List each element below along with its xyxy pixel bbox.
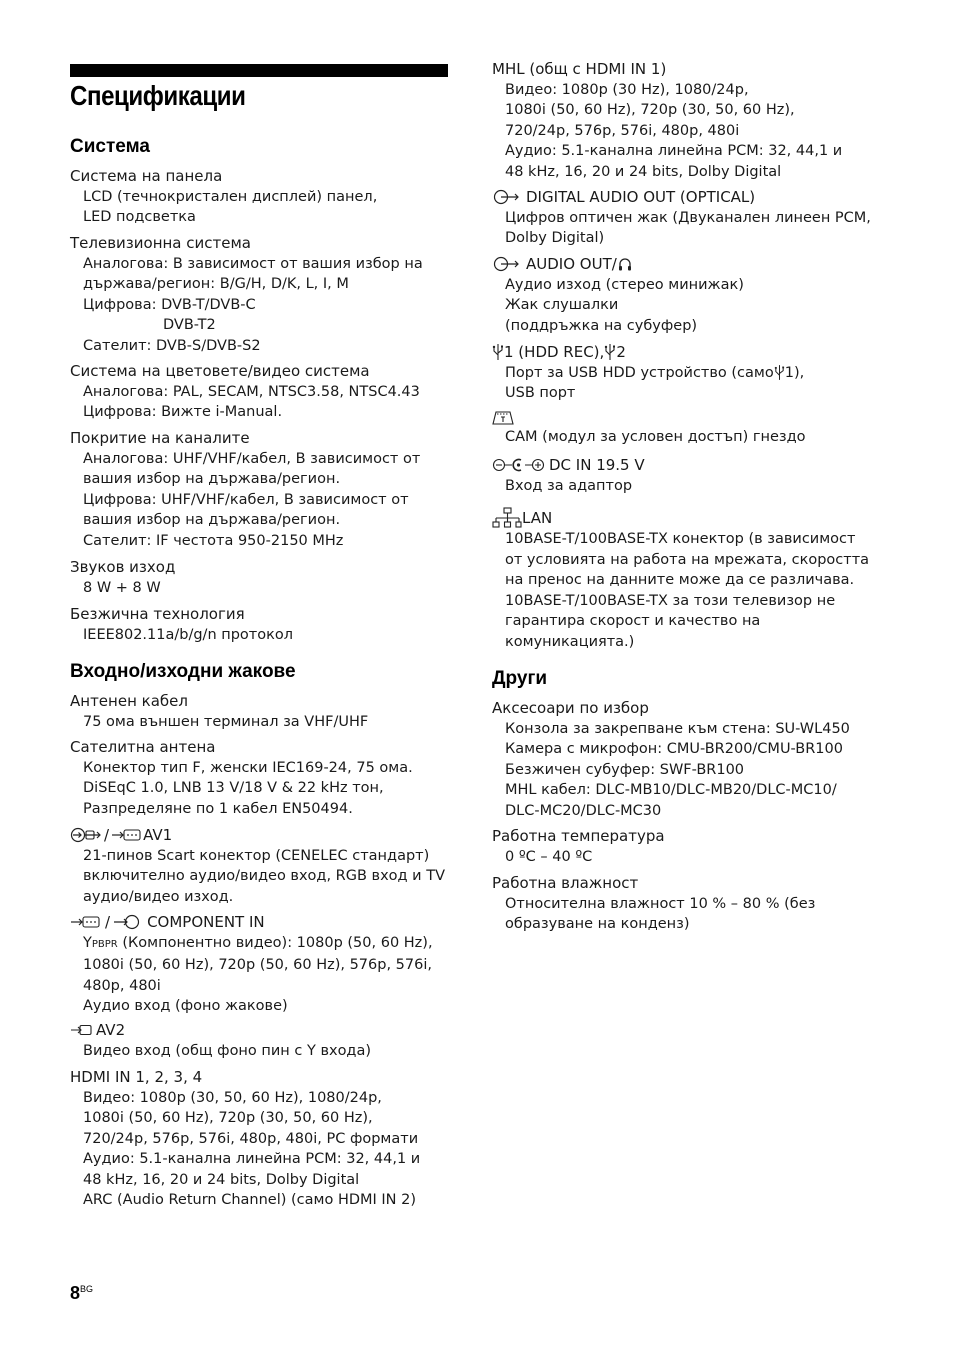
usb-detail-text: Порт за USB HDD устройство (само — [505, 364, 774, 381]
component-label: COMPONENT IN — [147, 913, 265, 931]
audio-output-icon — [492, 189, 522, 205]
spec-label: Система на панела — [70, 167, 223, 185]
page-number-value: 8 — [70, 1283, 81, 1303]
detail-line: образуване на конденз) — [505, 916, 690, 932]
audio-input-icon — [113, 914, 143, 930]
spec-detail — [70, 625, 450, 646]
spec-label — [70, 912, 450, 933]
spec-detail — [492, 476, 882, 497]
spec-label: Безжична технология — [70, 605, 245, 623]
scart-input-output-icon — [70, 827, 102, 843]
usb-label-2: 2 — [616, 343, 626, 361]
spec-av1 — [70, 825, 450, 907]
detail-line: Видео: 1080p (30, 50, 60 Hz), 1080/24p, — [83, 1089, 382, 1106]
spec-component-in — [70, 912, 450, 1017]
dc-label: DC IN 19.5 V — [549, 456, 645, 474]
spec-label: Антенен кабел — [70, 692, 188, 710]
detail-line: Аналогова: PAL, SECAM, NTSC3.58, NTSC4.43 — [83, 383, 420, 400]
spec-detail — [70, 933, 450, 1017]
detail-line: Видео вход (общ фоно пин с Y входа) — [83, 1042, 372, 1059]
text-pr: PR — [104, 938, 118, 950]
spec-detail — [70, 254, 450, 357]
detail-line: Сателит: DVB-S/DVB-S2 — [83, 337, 261, 354]
spec-operating-humidity — [492, 873, 882, 935]
spec-label — [70, 1020, 450, 1041]
spec-label — [70, 825, 450, 846]
section-heading-io: Входно/изходни жакове — [70, 661, 296, 682]
spec-detail — [70, 449, 450, 552]
spec-label: MHL (общ с HDMI IN 1) — [492, 60, 667, 78]
detail-line: 48 kHz, 16, 20 и 24 bits, Dolby Digital — [505, 163, 782, 180]
detail-line: от условията на работа на мрежата, скоростта — [505, 551, 870, 568]
detail-line: 48 kHz, 16, 20 и 24 bits, Dolby Digital — [83, 1171, 360, 1188]
page-title: Спецификации — [70, 80, 246, 111]
detail-line: DVB-T2 — [163, 317, 216, 333]
detail-line: Вход за адаптор — [505, 477, 633, 494]
detail-line: Разпределяне по 1 кабел EN50494. — [83, 800, 353, 817]
component-video-icon — [70, 914, 102, 930]
spec-optional-accessories — [492, 698, 882, 821]
label-separator: / — [105, 913, 111, 931]
spec-detail — [492, 427, 882, 448]
detail-line: Конектор тип F, женски IEC169-24, 75 ома. — [83, 759, 413, 776]
detail-line: Цифрова: UHF/VHF/кабел, В зависимост от — [83, 491, 409, 508]
spec-detail — [70, 1088, 450, 1211]
detail-line: вашия избор на държава/регион. — [83, 512, 341, 528]
detail-line: включително аудио/видео вход, RGB вход и TV — [83, 868, 445, 884]
optical-label: DIGITAL AUDIO OUT (OPTICAL) — [526, 188, 756, 206]
spec-detail — [492, 847, 882, 868]
detail-line: (поддръжка на субуфер) — [505, 317, 698, 334]
detail-line: MHL кабел: DLC-MB10/DLC-MB20/DLC-MC10/ — [505, 782, 837, 798]
spec-hdmi-in — [70, 1067, 450, 1211]
page-number — [70, 1283, 93, 1304]
spec-digital-audio-out — [492, 187, 882, 249]
detail-line: Цифрова: Вижте i-Manual. — [83, 404, 283, 420]
detail-line: 1080i (50, 60 Hz), 720p (30, 50, 60 Hz), — [505, 102, 795, 118]
detail-line: 1080i (50, 60 Hz), 720p (30, 50, 60 Hz), — [83, 1110, 373, 1126]
spec-label — [492, 187, 882, 208]
detail-line: LED подсветка — [83, 209, 196, 225]
spec-label: Сателитна антена — [70, 738, 216, 756]
detail-line: 21-пинов Scart конектор (CENELEC стандарт) — [83, 847, 430, 864]
detail-line: Аналогова: В зависимост от вашия избор на — [83, 255, 423, 272]
spec-operating-temperature — [492, 826, 882, 867]
detail-line: Аудио: 5.1-канална линейна PCM: 32, 44,1 и — [83, 1151, 421, 1167]
spec-detail — [70, 187, 450, 228]
audio-out-label: AUDIO OUT/ — [526, 255, 617, 273]
detail-line: гарантира скорост и качество на — [505, 613, 761, 629]
detail-line: IEEE802.11a/b/g/n протокол — [83, 626, 294, 643]
usb-icon — [492, 343, 504, 361]
spec-audio-out — [492, 254, 882, 336]
av2-label: AV2 — [96, 1021, 126, 1039]
spec-panel-system — [70, 166, 450, 228]
spec-tv-system — [70, 233, 450, 356]
detail-line: 75 ома външен терминал за VHF/UHF — [83, 713, 369, 730]
detail-line: Аудио: 5.1-канална линейна PCM: 32, 44,1 и — [505, 143, 843, 159]
text-rest: (Компонентно видео): 1080p (50, 60 Hz), — [117, 934, 433, 951]
video-input-icon — [70, 1022, 94, 1038]
spec-lan — [492, 507, 882, 652]
spec-detail — [70, 1041, 450, 1062]
detail-line: 10BASE-T/100BASE-TX за този телевизор не — [505, 592, 836, 609]
detail-line: Конзола за закрепване към стена: SU-WL450 — [505, 720, 850, 737]
spec-satellite — [70, 737, 450, 819]
detail-line: 720/24p, 576p, 576i, 480p, 480i, PC формати — [83, 1130, 419, 1147]
text-pb: PB — [91, 938, 105, 950]
detail-line: Цифрова: DVB-T/DVB-C — [83, 296, 256, 313]
spec-label: Звуков изход — [70, 558, 176, 576]
detail-line: Аналогова: UHF/VHF/кабел, В зависимост от — [83, 450, 421, 467]
text-y: Y — [83, 934, 92, 951]
detail-line: 0 ºC – 40 ºC — [505, 848, 593, 865]
headphones-icon — [617, 256, 633, 272]
detail-line: Dolby Digital) — [505, 230, 605, 246]
spec-av2 — [70, 1020, 450, 1061]
detail-line: DiSEqC 1.0, LNB 13 V/18 V & 22 kHz тон, — [83, 780, 384, 796]
spec-label: Работна влажност — [492, 874, 639, 892]
spec-detail — [70, 846, 450, 908]
cam-slot-icon — [492, 409, 514, 427]
detail-line: Относителна влажност 10 % – 80 % (без — [505, 895, 816, 912]
detail-line: CAM (модул за условен достъп) гнездо — [505, 429, 806, 445]
detail-line: Цифров оптичен жак (Двуканален линеен PCM, — [505, 209, 871, 226]
spec-detail — [70, 758, 450, 820]
detail-line: аудио/видео изход. — [83, 888, 234, 905]
spec-label — [492, 254, 882, 275]
detail-line: Аудио вход (фоно жакове) — [83, 998, 288, 1014]
detail-line: държава/регион: B/G/H, D/K, L, I, M — [83, 276, 349, 292]
spec-detail — [492, 275, 882, 337]
spec-sound-output — [70, 557, 450, 598]
scart-output-icon — [111, 827, 143, 843]
spec-label: HDMI IN 1, 2, 3, 4 — [70, 1068, 203, 1086]
spec-color-system — [70, 361, 450, 423]
detail-line: Безжичен субуфер: SWF-BR100 — [505, 761, 745, 778]
spec-label — [492, 455, 882, 476]
lan-network-icon — [492, 507, 522, 529]
spec-label: Аксесоари по избор — [492, 699, 649, 717]
detail-line: Жак слушалки — [505, 297, 619, 313]
spec-detail — [70, 712, 450, 733]
detail-line: Аудио изход (стерео минижак) — [505, 276, 744, 293]
detail-line: Камера с микрофон: CMU-BR200/CMU-BR100 — [505, 741, 843, 757]
spec-label — [492, 507, 882, 529]
detail-line: DLC-MC20/DLC-MC30 — [505, 802, 662, 819]
page-language-code: BG — [80, 1284, 94, 1294]
detail-line — [505, 363, 882, 384]
detail-line: 720/24p, 576p, 576i, 480p, 480i — [505, 122, 740, 139]
detail-line: на пренос на данните може да се различава. — [505, 572, 855, 588]
spec-label: Система на цветовете/видео система — [70, 362, 370, 380]
detail-line — [83, 933, 450, 956]
spec-channel-coverage — [70, 428, 450, 551]
spec-label — [492, 409, 882, 427]
detail-line: 1080i (50, 60 Hz), 720p (50, 60 Hz), 576p, 576i, — [83, 957, 432, 973]
spec-detail — [492, 363, 882, 404]
usb-icon — [774, 364, 785, 381]
usb-icon — [604, 343, 616, 361]
detail-line: Видео: 1080p (30 Hz), 1080/24p, — [505, 81, 749, 98]
spec-mhl — [492, 59, 882, 182]
spec-label — [492, 342, 882, 363]
spec-detail — [70, 382, 450, 423]
spec-usb — [492, 342, 882, 404]
detail-line: 480p, 480i — [83, 977, 161, 994]
detail-line: USB порт — [505, 385, 576, 401]
detail-line: вашия избор на държава/регион. — [83, 471, 341, 487]
usb-label-1: 1 (HDD REC), — [504, 343, 605, 361]
av1-label: AV1 — [143, 826, 173, 844]
section-heading-system: Система — [70, 136, 150, 157]
detail-line: Сателит: IF честота 950-2150 MHz — [83, 532, 344, 549]
spec-detail — [492, 80, 882, 183]
spec-dc-in — [492, 455, 882, 496]
detail-line: 8 W + 8 W — [83, 579, 161, 596]
spec-label: Покритие на каналите — [70, 429, 250, 447]
usb-detail-text: 1), — [784, 364, 805, 381]
spec-label: Телевизионна система — [70, 234, 251, 252]
spec-antenna — [70, 691, 450, 732]
spec-label: Работна температура — [492, 827, 665, 845]
label-separator: / — [104, 826, 110, 844]
spec-detail — [492, 208, 882, 249]
spec-detail — [70, 578, 450, 599]
detail-line: LCD (течнокристален дисплей) панел, — [83, 188, 378, 205]
section-heading-other: Други — [492, 668, 548, 689]
spec-detail — [492, 529, 882, 652]
detail-line: ARC (Audio Return Channel) (само HDMI IN 2) — [83, 1192, 417, 1208]
title-rule — [70, 64, 448, 77]
detail-line: 10BASE-T/100BASE-TX конектор (в зависимост — [505, 531, 856, 547]
spec-detail — [492, 894, 882, 935]
spec-cam-slot — [492, 409, 882, 448]
lan-label: LAN — [522, 508, 553, 527]
dc-polarity-icon — [492, 457, 546, 473]
detail-line: комуникацията.) — [505, 633, 635, 650]
spec-detail — [492, 719, 882, 822]
spec-wireless — [70, 604, 450, 645]
audio-output-icon — [492, 256, 522, 272]
